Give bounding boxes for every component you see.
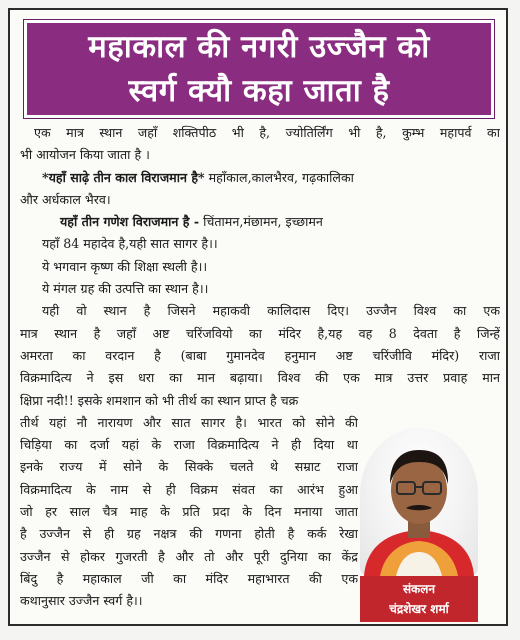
headline-line-1: महाकाल की नगरी उज्जैन को	[88, 29, 430, 65]
text-line: मात्र स्थान है जहाँ अष्ट चरिंजवियो का मंदिर है,यह वह 8 देवता है जिन्हें	[20, 325, 500, 341]
highlight-text: *यहाँ साढ़े तीन काल विराजमान है*	[42, 169, 205, 185]
text-line: और अर्धकाल भैरव।	[20, 191, 111, 207]
credit-label: संकलन	[402, 582, 436, 596]
text-span: महाँकाल,कालभैरव, गढ़कालिका	[204, 169, 354, 185]
text-line: उज्जैन से होकर गुजरती है और तो और पूरी दुनिया का केंद्र	[20, 548, 358, 564]
headline-banner	[24, 20, 494, 118]
text-line: है उज्जैन से ही ग्रह नक्षत्र की गणना होती है कर्क रेखा	[20, 526, 358, 542]
text-line: तीर्थ यहां नौ नारायण और सात सागर है। भारत को सोने की	[20, 414, 358, 430]
text-line: विक्रमादित्य ने इस धरा का मान बढ़ाया। विश्व की एक मात्र उत्तर प्रवाह मान	[20, 370, 500, 386]
text-line: विक्रमादित्य के नाम से ही विक्रम संवत का आरंभ हुआ	[20, 481, 358, 497]
text-span: चिंतामन,मंछामन, इच्छामन	[199, 214, 323, 230]
text-line: बिंदु है महाकाल जी का मंदिर महाभारत की एक	[20, 570, 358, 586]
text-line: भी आयोजन किया जाता है ।	[20, 147, 150, 163]
newspaper-clipping	[8, 8, 508, 626]
credit-box	[360, 576, 478, 622]
text-line: यही वो स्थान है जिसने महाकवी कालिदास दिए। उज्जैन विश्व का एक	[42, 303, 500, 319]
author-photo	[360, 428, 478, 576]
text-line: ये मंगल ग्रह की उत्पत्ति का स्थान है।।	[42, 281, 209, 297]
text-line: एक मात्र स्थान जहाँ शक्तिपीठ भी है, ज्योतिर्लिंग भी है, कुम्भ महापर्व का	[34, 125, 500, 140]
text-line: क्षिप्रा नदी!! इसके शमशान को भी तीर्थ का स्थान प्राप्त है चक्र	[20, 392, 299, 408]
headline-line-2: स्वर्ग क्यौ कहा जाता है	[128, 73, 390, 109]
credit-name: चंद्रशेखर शर्मा	[389, 602, 449, 616]
text-line: इनके राज्य में सोने के सिक्के चलते थे सम्राट राजा	[20, 459, 358, 475]
text-line	[20, 167, 500, 189]
highlight-text: यहाँ तीन गणेश विराजमान है -	[60, 214, 200, 230]
author-portrait-illustration	[360, 428, 478, 576]
text-line: ये भगवान कृष्ण की शिक्षा स्थली है।।	[42, 258, 208, 274]
text-line: यहाँ 84 महादेव है,यही सात सागर है।।	[42, 236, 218, 252]
text-line	[20, 211, 500, 233]
text-line: चिड़िया का दर्जा यहां के राजा विक्रमादित्य ने ही दिया था	[20, 437, 358, 453]
text-line: जो हर साल चैत्र माह के प्रति प्रदा के दिन मनाया जाता	[20, 504, 358, 520]
text-line: कथानुसार उज्जैन स्वर्ग है।।	[20, 593, 143, 609]
text-line: अमरता का वरदान है (बाबा गुमानदेव हनुमान अष्ट चरिंजीवि मंदिर) राजा	[20, 347, 500, 363]
